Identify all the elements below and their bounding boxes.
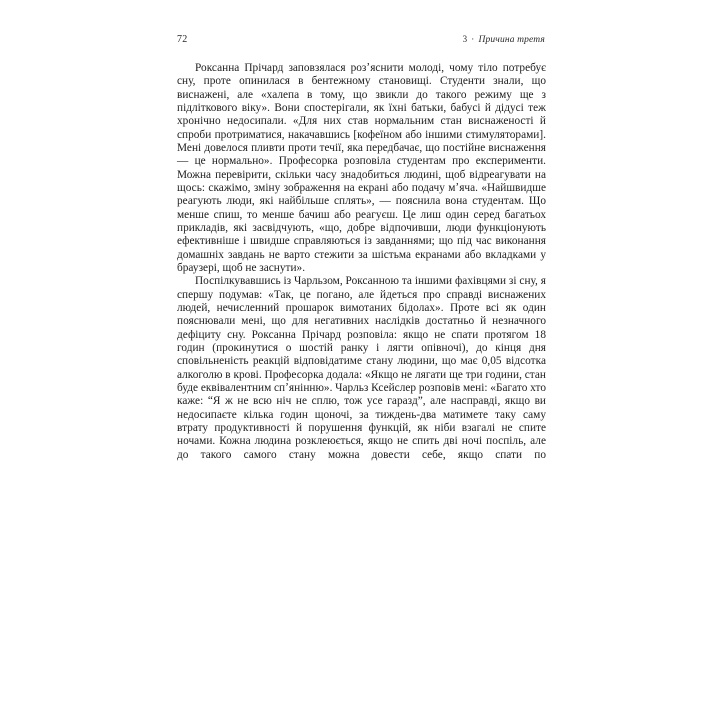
chapter-title: Причина третя xyxy=(478,35,545,45)
chapter-running-title xyxy=(463,34,545,45)
page-number: 72 xyxy=(177,34,188,45)
running-head xyxy=(177,34,545,45)
body-text-block xyxy=(177,62,546,475)
paragraph: Поспілкувавшись із Чарльзом, Роксанною та іншими фахівцями зі сну, я спершу подумав: «Так, це погано, але йдеться про справді виснажених людей, нечисленний прошарок вимотаних бідолах». Проте всі як один пояснювали мені, що для негативних наслідків достатньо й незначного дефіциту сну. Роксанна Прічард розповіла: якщо не спати протягом 18 годин (прокинутися о шостій ранку і лягти опівночі), до кінця дня сповільненість реакцій відповідатиме стану людини, що має 0,05 відсотка алкоголю в крові. Професорка додала: «Якщо не лягати ще три години, стан буде еквівалентним спʼянінню». Чарльз Ксейслер розповів мені: «Багато хто каже: “Я ж не всю ніч не сплю, тож усе гаразд”, але насправді, якщо ви недосипаєте кілька годин щоночі, за тиждень-два матимете таку саму втрату продуктивності й порушення функцій, як ніби взагалі не спите ночами. Кожна людина розклеюється, якщо не спить дві ночі поспіль, але до такого самого стану можна довести себе, якщо спати по xyxy=(177,275,546,461)
paragraph: Роксанна Прічард заповзялася розʼяснити молоді, чому тіло потребує сну, проте опинилася в бентежному становищі. Студенти знали, що виснажені, але «халепа в тому, що звикли до такого режиму ще з підліткового віку». Вони спостерігали, як їхні батьки, бабусі й дідусі теж хронічно недосипали. «Для них став нормальним стан виснаженості й спроби протриматися, накачавшись [кофеїном або іншими стимуляторами]. Мені довелося пливти проти течії, яка передбачає, що постійне виснаження — це нормально». Професорка розповіла студентам про експерименти. Можна перевірити, скільки часу знадобиться людині, щоб відреагувати на щось: скажімо, зміну зображення на екрані або подачу мʼяча. «Найшвидше реагують люди, які найбільше сплять», — пояснила вона студентам. Що менше спиш, то менше бачиш або реагуєш. Це лиш один серед багатьох прикладів, які засвідчують, «що, добре відпочивши, люди функціонують ефективніше і швидше справляються із завданнями; що під час виконання домашніх завдань не варто стежити за шістьма екранами або вкладками у браузері, щоб не заснути». xyxy=(177,62,546,274)
chapter-separator-dot: · xyxy=(471,34,475,44)
chapter-number: 3 xyxy=(462,34,468,44)
